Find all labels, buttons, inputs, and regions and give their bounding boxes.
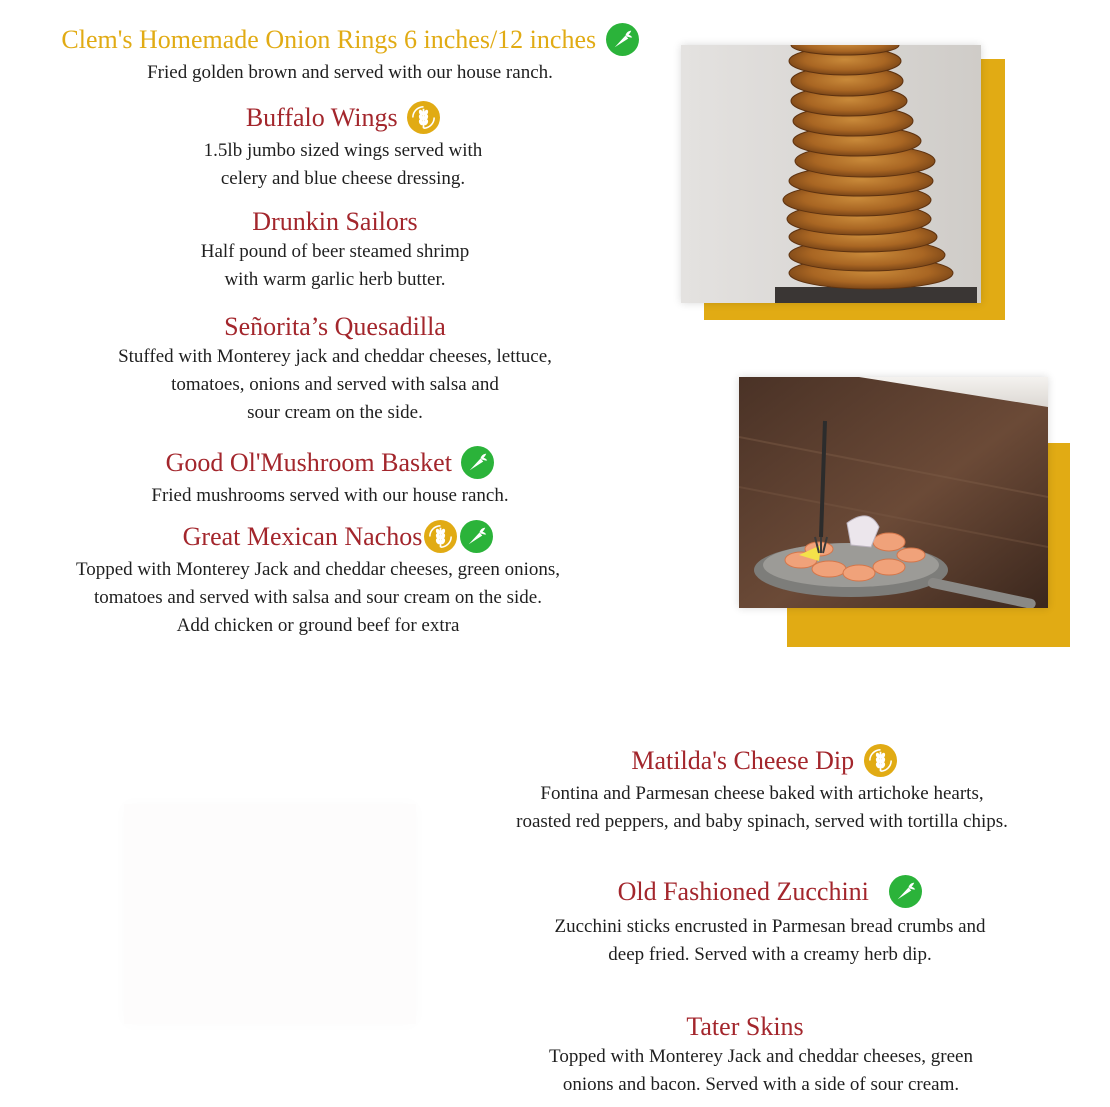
item-title: Señorita’s Quesadilla xyxy=(224,312,446,341)
item-description: Stuffed with Monterey jack and cheddar cheeses, lettuce, tomatoes, onions and served with salsa and sour cream on the side. xyxy=(118,346,552,423)
menu-item-buffalo-wings xyxy=(40,102,646,193)
item-title: Old Fashioned Zucchini xyxy=(617,877,869,906)
item-title: Good Ol'Mushroom Basket xyxy=(165,448,452,477)
item-description: 1.5lb jumbo sized wings served with celery and blue cheese dressing. xyxy=(203,139,483,189)
item-title: Drunkin Sailors xyxy=(252,207,418,236)
item-title: Buffalo Wings xyxy=(245,103,398,132)
menu-item-drunkin-sailors xyxy=(30,206,640,294)
menu-item-quesadilla xyxy=(30,311,640,427)
carrot-icon xyxy=(606,23,639,56)
item-description: Fontina and Parmesan cheese baked with artichoke hearts, roasted red peppers, and baby spinach, served with tortilla chips. xyxy=(516,782,1008,832)
item-description: Zucchini sticks encrusted in Parmesan bread crumbs and deep fried. Served with a creamy herb dip. xyxy=(554,915,986,965)
menu-item-nachos xyxy=(18,521,618,640)
item-title: Tater Skins xyxy=(686,1012,804,1041)
item-title: Matilda's Cheese Dip xyxy=(631,746,855,775)
menu-item-zucchini xyxy=(480,876,1060,969)
item-title: Great Mexican Nachos xyxy=(182,522,423,551)
menu-item-mushroom-basket xyxy=(20,447,640,510)
item-description: Fried golden brown and served with our house ranch. xyxy=(147,61,553,83)
menu-item-cheese-dip xyxy=(468,745,1048,836)
faded-photo-placeholder xyxy=(124,804,416,1024)
item-description: Fried mushrooms served with our house ranch. xyxy=(151,484,509,506)
item-description: Topped with Monterey Jack and cheddar cheeses, green onions, tomatoes and served with salsa and sour cream on the side. Add chicken or ground beef for extra xyxy=(75,558,561,636)
wheat-icon xyxy=(407,101,440,134)
shrimp-image xyxy=(739,377,1048,608)
carrot-icon xyxy=(889,875,922,908)
onion-rings-image xyxy=(681,45,981,303)
menu-item-tater-skins xyxy=(455,1011,1035,1099)
wheat-icon xyxy=(864,744,897,777)
carrot-icon xyxy=(461,446,494,479)
item-description: Half pound of beer steamed shrimp with warm garlic herb butter. xyxy=(200,241,470,290)
item-title: Clem's Homemade Onion Rings 6 inches/12 inches xyxy=(61,25,597,54)
wheat-icon xyxy=(424,520,457,553)
menu-item-onion-rings xyxy=(30,24,670,87)
carrot-icon xyxy=(460,520,493,553)
item-description: Topped with Monterey Jack and cheddar cheeses, green onions and bacon. Served with a side of sour cream. xyxy=(549,1046,973,1095)
